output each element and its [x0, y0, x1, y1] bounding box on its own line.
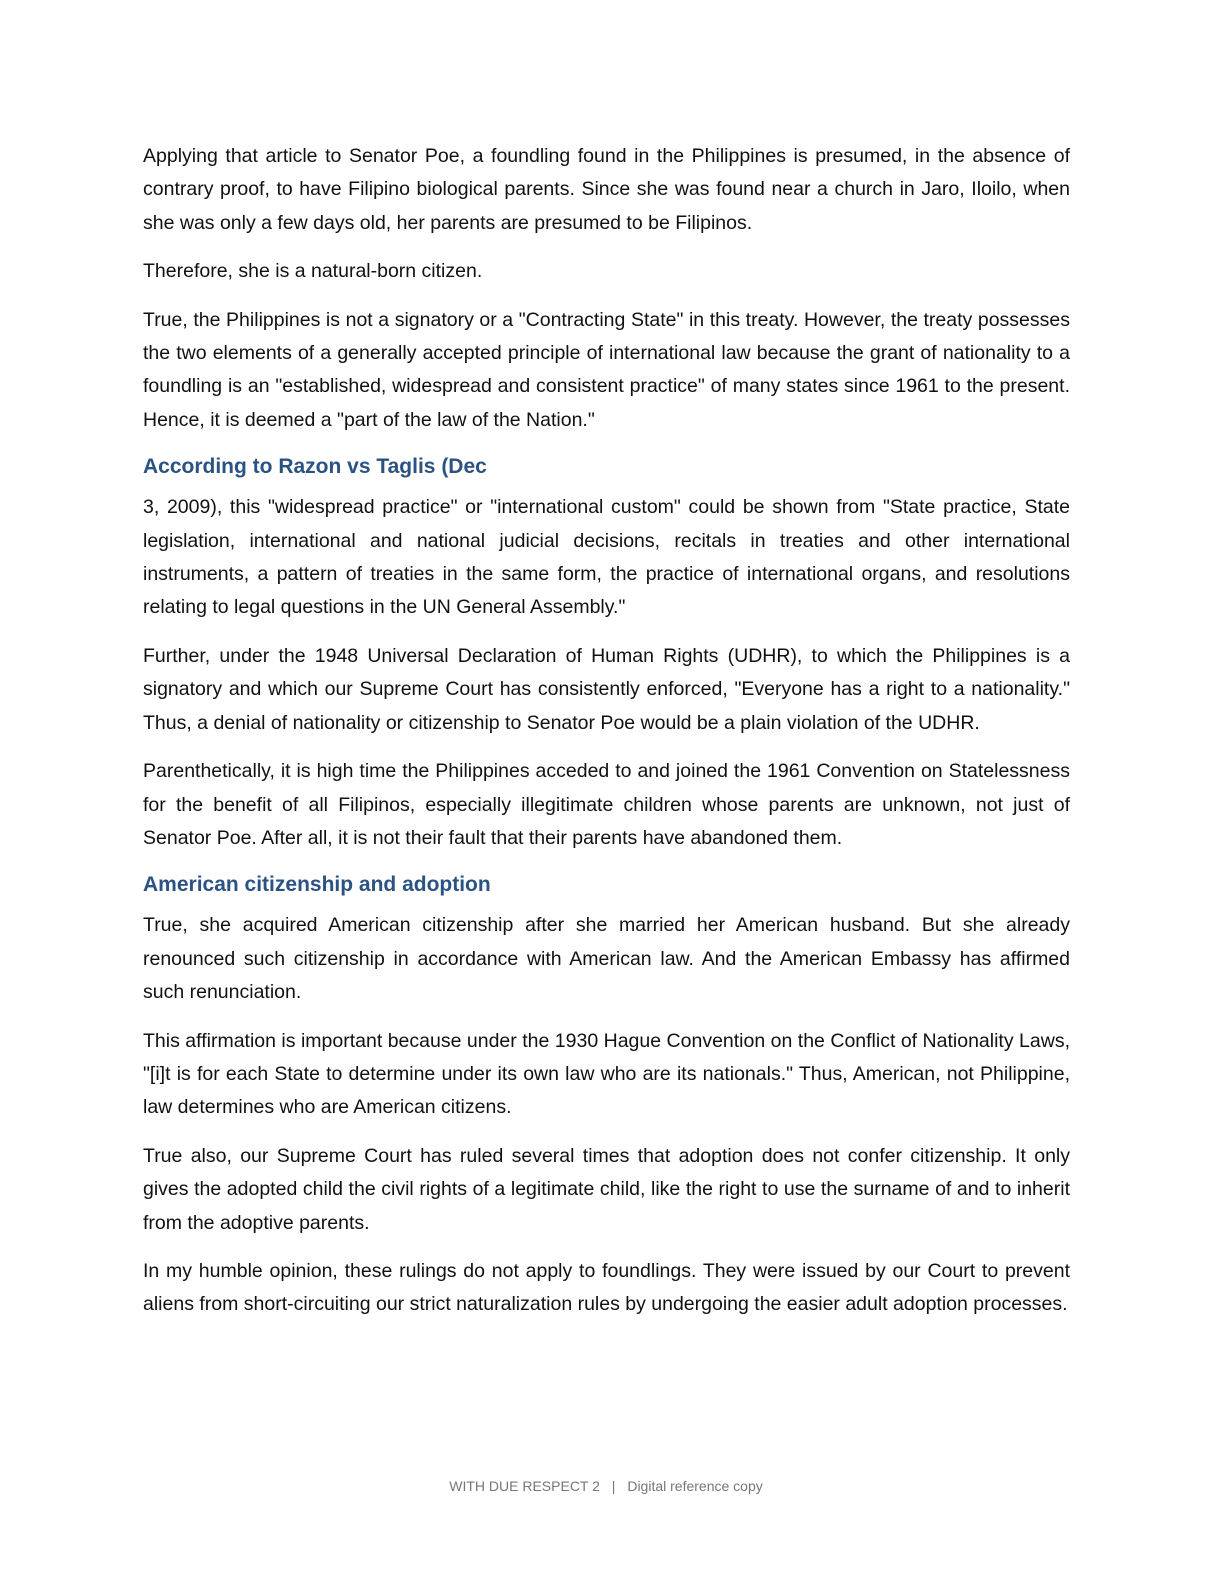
- paragraph: Therefore, she is a natural-born citizen.: [143, 260, 483, 283]
- paragraph: Parenthetically, it is high time the Philippines acceded to and joined the 1961 Convention on Statelessness for the benefit of all Filipinos, especially illegitimate children whose parents are unknown, not just of Senator Poe. After all, it is not their fault that their parents have abandoned them.: [143, 760, 1070, 849]
- footer-note: Digital reference copy: [627, 1478, 763, 1494]
- document-body: [143, 140, 1070, 1337]
- paragraph: True, she acquired American citizenship after she married her American husband. But she already renounced such citizenship in accordance with American law. And the American Embassy has affirmed such renunciation.: [143, 914, 1070, 1004]
- section-heading: According to Razon vs Taglis (Dec: [143, 455, 487, 479]
- paragraph: 3, 2009), this "widespread practice" or "international custom" could be shown from "State practice, State legislation, international and national judicial decisions, recitals in treaties and other international instruments, a pattern of treaties in the same form, the practice of international organs, and resolutions relating to legal questions in the UN General Assembly.": [143, 496, 1070, 619]
- paragraph: This affirmation is important because under the 1930 Hague Convention on the Conflict of Nationality Laws, "[i]t is for each State to determine under its own law who are its nationals." Thus, American, not Philippine, law determines who are American citizens.: [143, 1029, 1070, 1119]
- paragraph: True, the Philippines is not a signatory or a "Contracting State" in this treaty. However, the treaty possesses the two elements of a generally accepted principle of international law because the grant of nationality to a foundling is an "established, widespread and consistent practice" of many states since 1961 to the present. Hence, it is deemed a "part of the law of the Nation.": [143, 308, 1070, 431]
- footer-title: WITH DUE RESPECT 2: [449, 1478, 600, 1494]
- footer-separator: |: [611, 1478, 616, 1494]
- paragraph: True also, our Supreme Court has ruled several times that adoption does not confer citizenship. It only gives the adopted child the civil rights of a legitimate child, like the right to use the surname of and to inherit from the adoptive parents.: [143, 1144, 1070, 1234]
- paragraph: Applying that article to Senator Poe, a foundling found in the Philippines is presumed, in the absence of contrary proof, to have Filipino biological parents. Since she was found near a church in Jaro, Iloilo, when she was only a few days old, her parents are presumed to be Filipinos.: [143, 145, 1070, 234]
- page-footer: [0, 1478, 1212, 1494]
- section-heading: American citizenship and adoption: [143, 873, 491, 897]
- paragraph: Further, under the 1948 Universal Declaration of Human Rights (UDHR), to which the Philippines is a signatory and which our Supreme Court has consistently enforced, "Everyone has a right to a nationality." Thus, a denial of nationality or citizenship to Senator Poe would be a plain violation of the UDHR.: [143, 644, 1070, 734]
- paragraph: In my humble opinion, these rulings do not apply to foundlings. They were issued by our Court to prevent aliens from short-circuiting our strict naturalization rules by undergoing the easier adult adoption processes.: [143, 1259, 1070, 1316]
